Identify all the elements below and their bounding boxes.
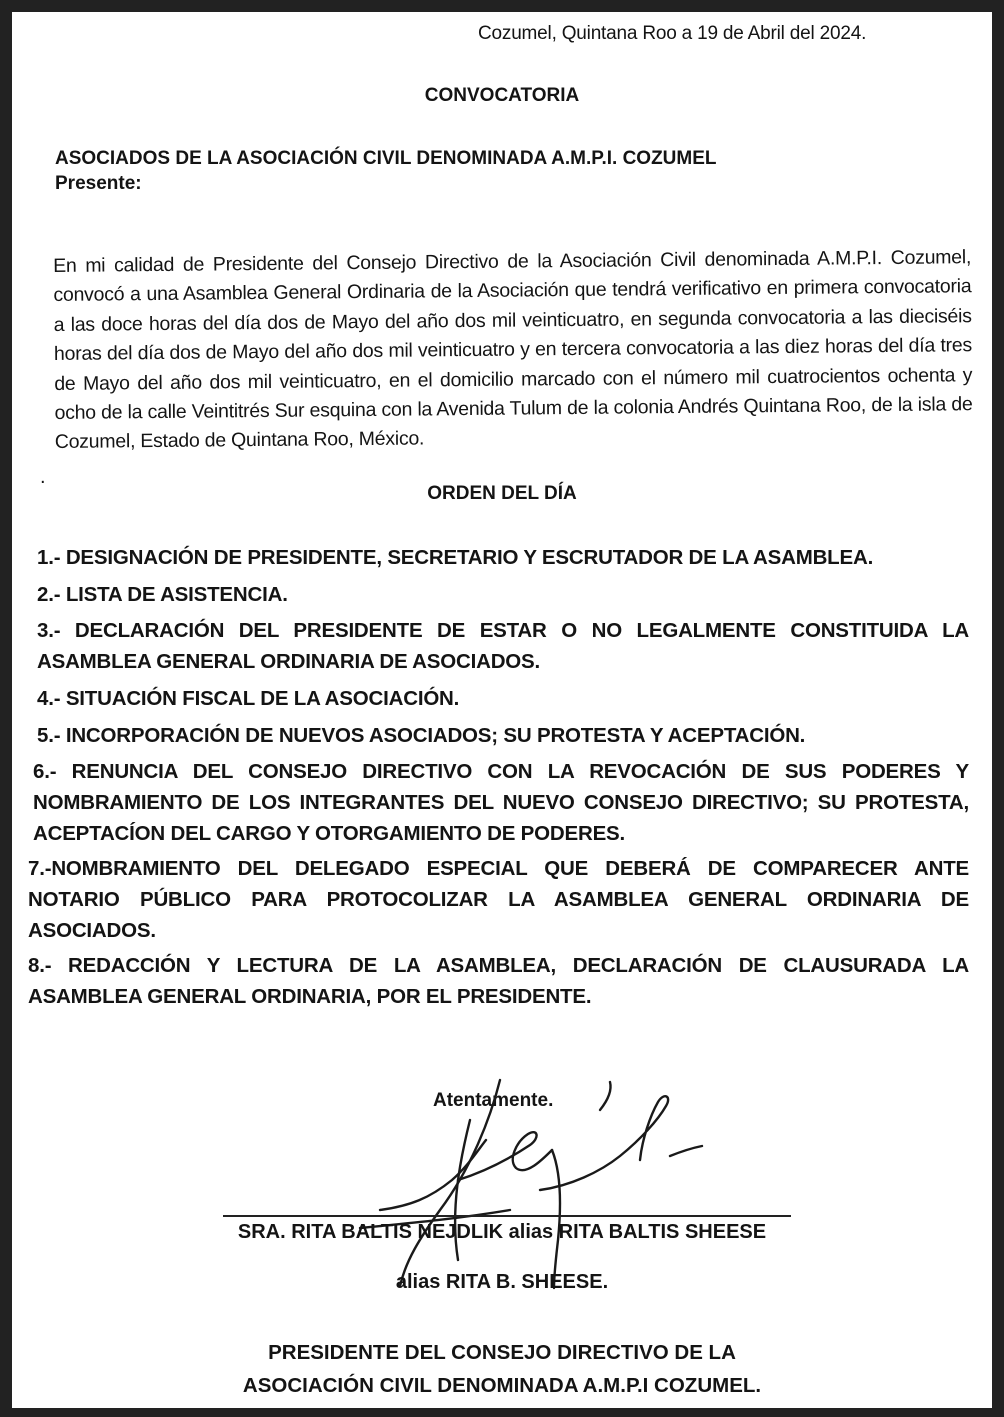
signer-name: SRA. RITA BALTIS NEJDLIK alias RITA BALTIS SHEESE	[237, 1221, 767, 1243]
agenda-item-7: 7.-NOMBRAMIENTO DEL DELEGADO ESPECIAL QUE DEBERÁ DE COMPARECER ANTE NOTARIO PÚBLICO PARA PROTOCOLIZAR LA ASAMBLEA GENERAL ORDINARIA DE ASOCIADOS.	[28, 857, 969, 942]
signer-title	[0, 1336, 1004, 1402]
place-date: Cozumel, Quintana Roo a 19 de Abril del 2024.	[478, 23, 867, 44]
stray-mark: .	[40, 466, 46, 488]
agenda-item-2: 2.- LISTA DE ASISTENCIA.	[37, 583, 288, 606]
signer-title-line-1: PRESIDENTE DEL CONSEJO DIRECTIVO DE LA	[268, 1341, 736, 1364]
agenda-item-3: 3.- DECLARACIÓN DEL PRESIDENTE DE ESTAR O NO LEGALMENTE CONSTITUIDA LA ASAMBLEA GENERAL ORDINARIA DE ASOCIADOS.	[37, 619, 969, 673]
agenda-item-6: 6.- RENUNCIA DEL CONSEJO DIRECTIVO CON LA REVOCACIÓN DE SUS PODERES Y NOMBRAMIENTO DE LOS INTEGRANTES DEL NUEVO CONSEJO DIRECTIVO; SU PROTESTA, ACEPTACÍON DEL CARGO Y OTORGAMIENTO DE PODERES.	[33, 760, 969, 845]
signer-title-line-2: ASOCIACIÓN CIVIL DENOMINADA A.M.P.I COZUMEL.	[242, 1374, 762, 1397]
closing: Atentamente.	[433, 1090, 554, 1111]
addressee-block	[55, 146, 717, 196]
agenda-item-8: 8.- REDACCIÓN Y LECTURA DE LA ASAMBLEA, DECLARACIÓN DE CLAUSURADA LA ASAMBLEA GENERAL ORDINARIA, POR EL PRESIDENTE.	[28, 954, 969, 1008]
agenda-heading: ORDEN DEL DÍA	[427, 483, 577, 504]
salutation: Presente:	[55, 173, 142, 194]
signature-line	[223, 1215, 791, 1217]
document-title: CONVOCATORIA	[424, 85, 580, 106]
body-paragraph: En mi calidad de Presidente del Consejo Directivo de la Asociación Civil denominada A.M.P.I. Cozumel, convocó a una Asamblea General Ordinaria de la Asociación que tendrá verificativo en primera convocatoria a las doce horas del día dos de Mayo del año dos mil veinticuatro, en segunda convocatoria a las dieciséis horas del día dos de Mayo del año dos mil veinticuatro y en tercera convocatoria a las diez horas del día tres de Mayo del año dos mil veinticuatro, en el domicilio marcado con el número mil cuatrocientos ochenta y ocho de la calle Veintitrés Sur esquina con la Avenida Tulum de la colonia Andrés Quintana Roo, de la isla de Cozumel, Estado de Quintana Roo, México.	[53, 246, 973, 454]
addressee-line: ASOCIADOS DE LA ASOCIACIÓN CIVIL DENOMINADA A.M.P.I. COZUMEL	[55, 148, 717, 169]
signer-alias: alias RITA B. SHEESE.	[395, 1271, 609, 1293]
agenda-item-4: 4.- SITUACIÓN FISCAL DE LA ASOCIACIÓN.	[37, 687, 460, 710]
handwritten-signature	[340, 1060, 730, 1300]
agenda-item-1: 1.- DESIGNACIÓN DE PRESIDENTE, SECRETARIO Y ESCRUTADOR DE LA ASAMBLEA.	[37, 546, 874, 569]
agenda-item-5: 5.- INCORPORACIÓN DE NUEVOS ASOCIADOS; SU PROTESTA Y ACEPTACIÓN.	[37, 724, 806, 747]
